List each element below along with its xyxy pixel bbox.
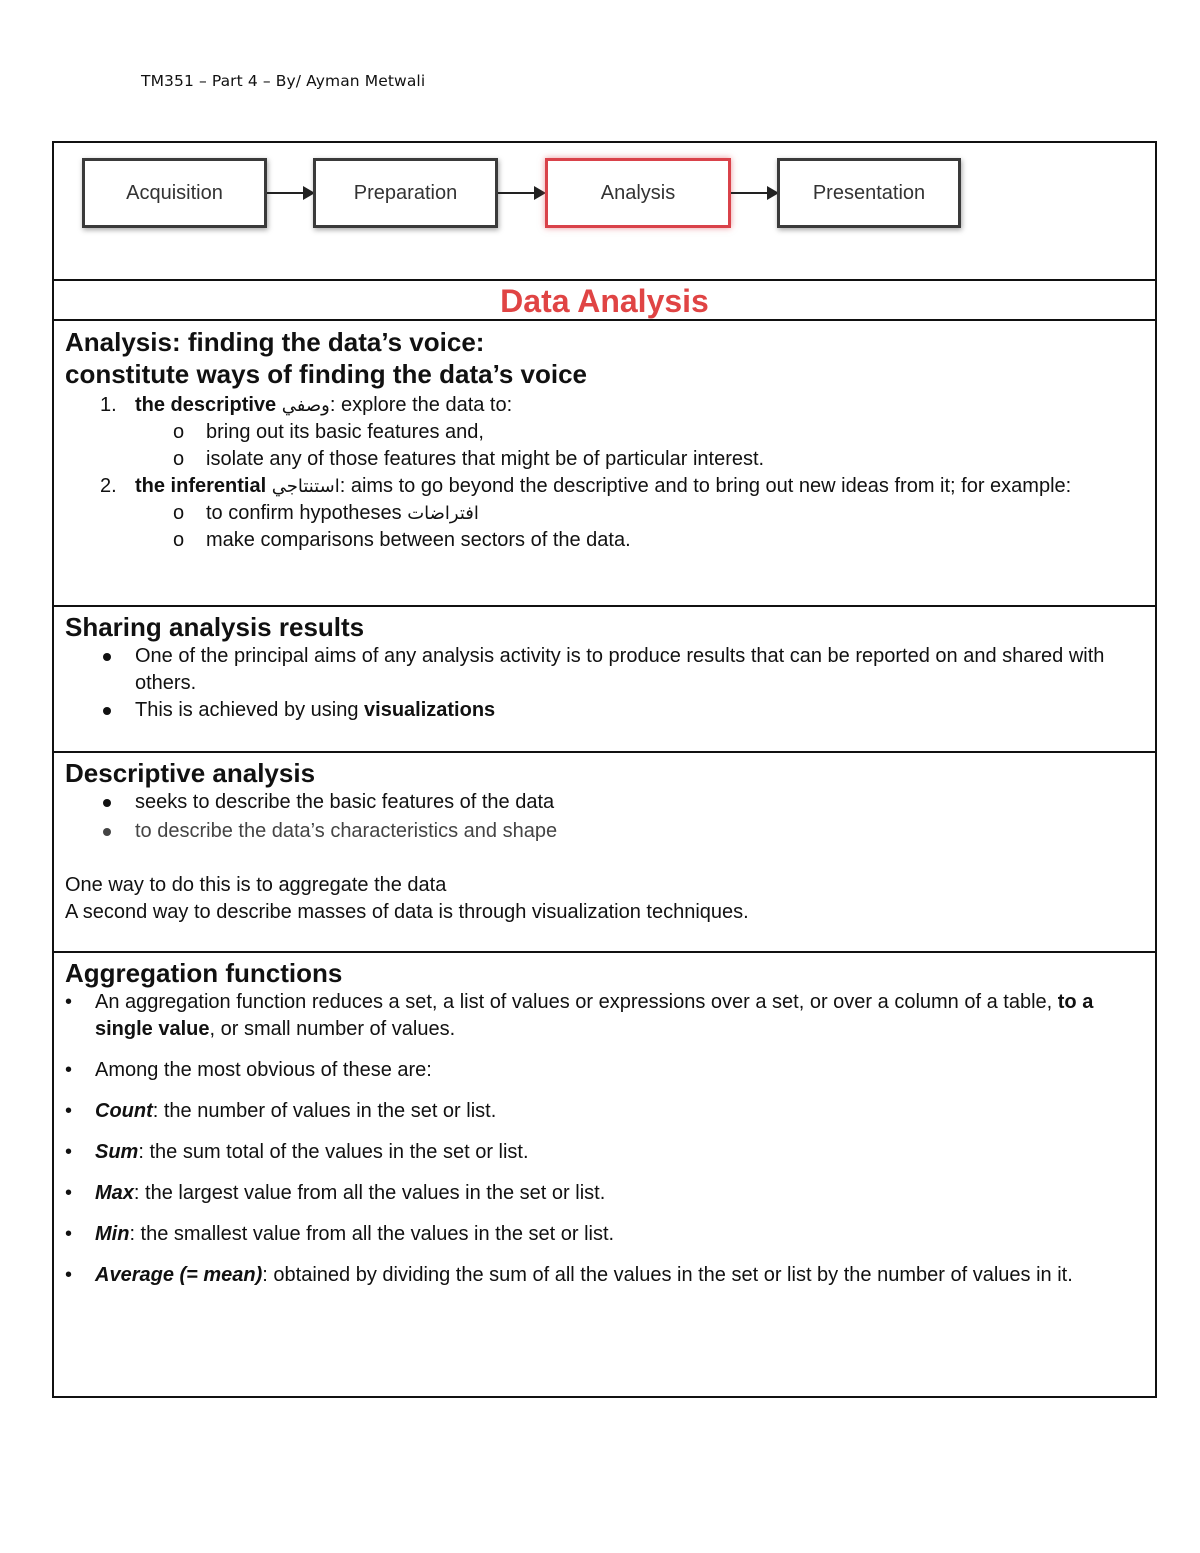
bullet-icon [103, 828, 111, 836]
arabic-term: وصفي [281, 395, 330, 416]
stage-presentation: Presentation [777, 158, 961, 228]
list-item: 2. the inferential استنتاجي: aims to go beyond the descriptive and to bring out new ideas from it; for example: [100, 475, 1072, 497]
analysis-heading: Analysis: finding the data’s voice: [65, 327, 485, 357]
aggregation-heading: Aggregation functions [65, 958, 343, 988]
pipeline-diagram [54, 143, 1155, 281]
arrow-icon [731, 192, 777, 194]
analysis-subheading: constitute ways of finding the data’s voice [65, 359, 588, 389]
paragraph: One way to do this is to aggregate the data [65, 874, 447, 896]
list-item: • Max: the largest value from all the values in the set or list. [65, 1182, 606, 1204]
bullet-icon [103, 653, 111, 661]
stage-acquisition: Acquisition [82, 158, 267, 228]
list-item: to describe the data’s characteristics and shape [65, 818, 1155, 845]
descriptive-section [54, 753, 1155, 953]
bullet-icon [103, 707, 111, 715]
list-item: • Among the most obvious of these are: [65, 1059, 432, 1081]
paragraph: A second way to describe masses of data is through visualization techniques. [65, 901, 749, 923]
arabic-term: افتراضات [407, 503, 479, 524]
list-item: o bring out its basic features and, [173, 421, 484, 443]
list-item: seeks to describe the basic features of the data [65, 789, 1155, 816]
list-item: • Average (= mean): obtained by dividing the sum of all the values in the set or list by the number of values in it. [65, 1264, 1073, 1286]
arrow-icon [267, 192, 313, 194]
descriptive-heading: Descriptive analysis [65, 758, 316, 788]
list-item: • An aggregation function reduces a set, a list of values or expressions over a set, or over a column of a table, to a single value, or small number of values. [65, 991, 1094, 1040]
list-item: o make comparisons between sectors of the data. [173, 529, 631, 551]
list-item: 1. the descriptive وصفي: explore the data to: [100, 394, 513, 416]
stage-analysis: Analysis [545, 158, 731, 228]
list-item: o to confirm hypotheses افتراضات [173, 502, 479, 524]
arabic-term: استنتاجي [271, 476, 340, 497]
title-row [54, 281, 1155, 321]
aggregation-section [54, 953, 1155, 1396]
sharing-section [54, 607, 1155, 753]
bullet-icon [103, 799, 111, 807]
page-header: TM351 – Part 4 – By/ Ayman Metwali [141, 72, 426, 90]
notes-table [52, 141, 1157, 1398]
page-title: Data Analysis [500, 283, 709, 319]
list-item: o isolate any of those features that might be of particular interest. [173, 448, 765, 470]
list-item: • Count: the number of values in the set or list. [65, 1100, 497, 1122]
sharing-heading: Sharing analysis results [65, 612, 365, 642]
stage-preparation: Preparation [313, 158, 498, 228]
arrow-icon [498, 192, 544, 194]
analysis-section [54, 321, 1155, 607]
list-item: One of the principal aims of any analysis activity is to produce results that can be reported on and shared with others. [65, 643, 1155, 697]
list-item: This is achieved by using visualizations [65, 697, 1155, 724]
list-item: • Min: the smallest value from all the values in the set or list. [65, 1223, 615, 1245]
list-item: • Sum: the sum total of the values in the set or list. [65, 1141, 529, 1163]
